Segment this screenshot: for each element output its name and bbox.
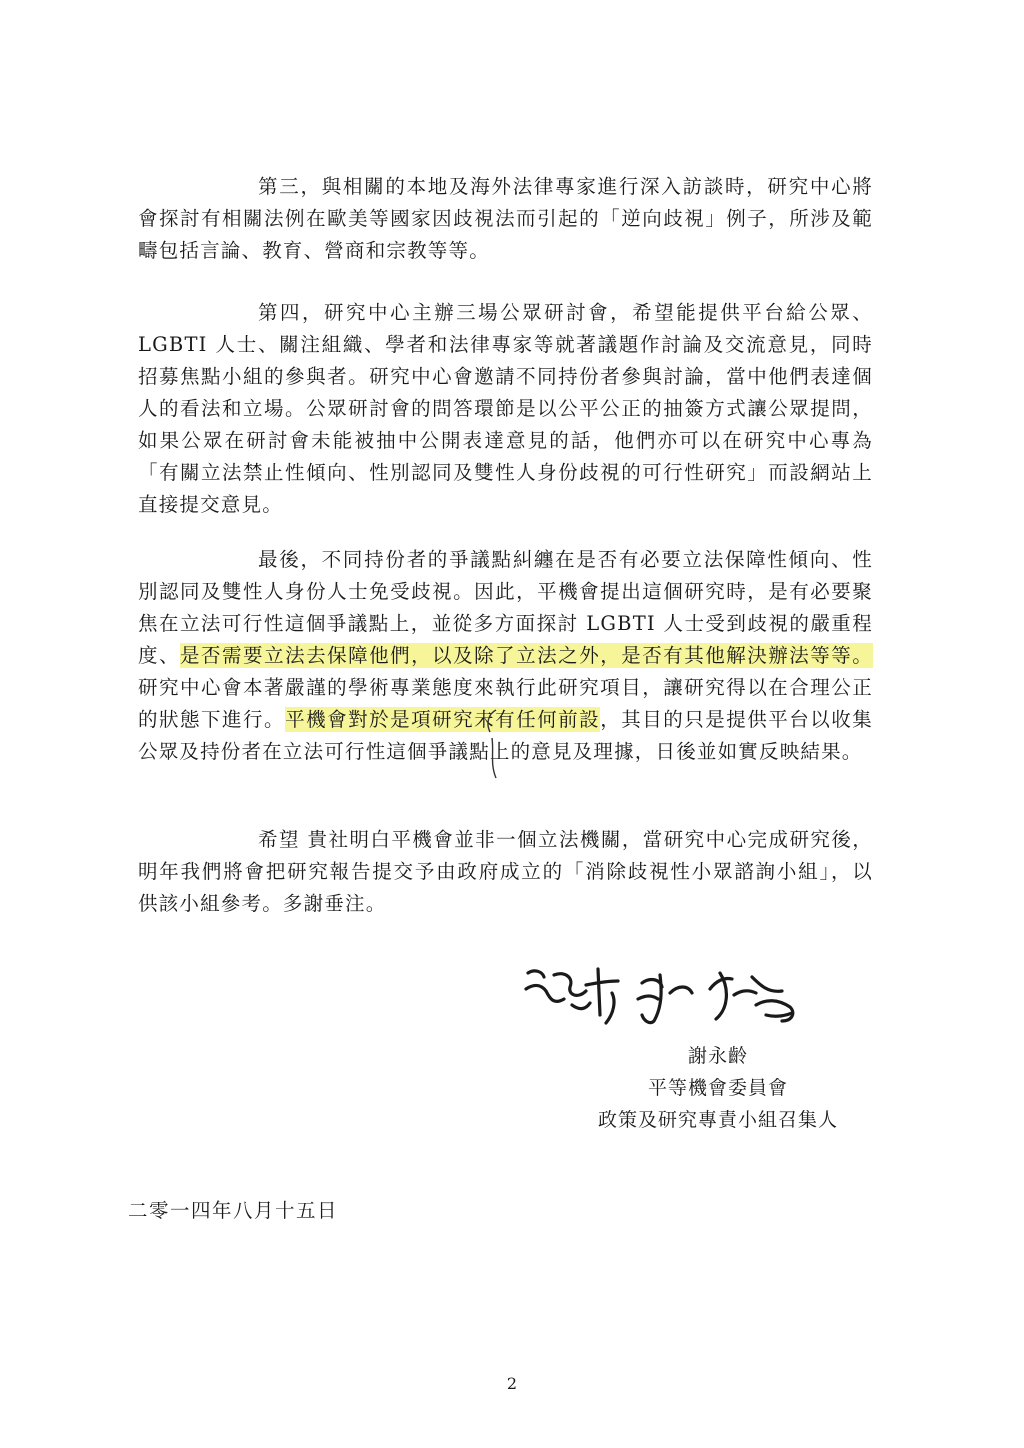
letter-date: 二零一四年八月十五日 (128, 1199, 339, 1222)
signatory-block (598, 1040, 838, 1136)
signatory-title: 政策及研究專責小組召集人 (597, 1109, 838, 1131)
highlighted-text-legislation: 是否需要立法去保障他們，以及除了立法之外，是否有其他解決辦法等等。 (180, 644, 873, 667)
paragraph-closing: 希望 貴社明白平機會並非一個立法機關，當研究中心完成研究後，明年我們將會把研究報告提交予由政府成立的「消除歧視性小眾諮詢小組」，以供該小組參考。多謝垂注。 (138, 828, 873, 915)
page-number: 2 (506, 1374, 518, 1393)
signatory-name: 謝永齡 (687, 1045, 748, 1067)
paragraph-interviews: 第三，與相關的本地及海外法律專家進行深入訪談時，研究中心將會探討有相關法例在歐美等國家因歧視法而引起的「逆向歧視」例子，所涉及範疇包括言論、教育、營商和宗教等等。 (138, 175, 873, 262)
highlighted-text-no-presumption: 平機會對於是項研究未有任何前設 (285, 708, 601, 731)
paragraph-conclusion-part3: ，其目的只是提供平台以收集公眾及持份者在立法可行性這個爭議點上的意見及理據，日後並如實反映結果。 (138, 708, 873, 763)
pen-mark (466, 702, 506, 782)
signatory-organization: 平等機會委員會 (647, 1077, 788, 1099)
handwritten-signature (520, 955, 820, 1035)
paragraph-public-seminars: 第四，研究中心主辦三場公眾研討會，希望能提供平台給公眾、LGBTI 人士、關注組織、學者和法律專家等就著議題作討論及交流意見，同時招募焦點小組的參與者。研究中心會邀請不同持份者參與討論，當中他們表達個人的看法和立場。公眾研討會的問答環節是以公平公正的抽簽方式讓公眾提問，如果公眾在研討會未能被抽中公開表達意見的話，他們亦可以在研究中心專為「有關立法禁止性傾向、性別認同及雙性人身份歧視的可行性研究」而設網站上直接提交意見。 (138, 301, 873, 516)
paragraph-conclusion-part1: 最後，不同持份者的爭議點糾纏在是否有必要立法保障性傾向、性別認同及雙性人身份人士免受歧視。因此，平機會提出這個研究時，是有必要聚焦在立法可行性這個爭議點上，並從多方面探討 LGBTI 人士受到歧視的嚴重程度、 (138, 548, 873, 667)
paragraph-conclusion-part2: 研究中心會本著嚴謹的學術專業態度來執行此研究項目，讓研究得以在合理公正的狀態下進行。 (138, 676, 873, 731)
